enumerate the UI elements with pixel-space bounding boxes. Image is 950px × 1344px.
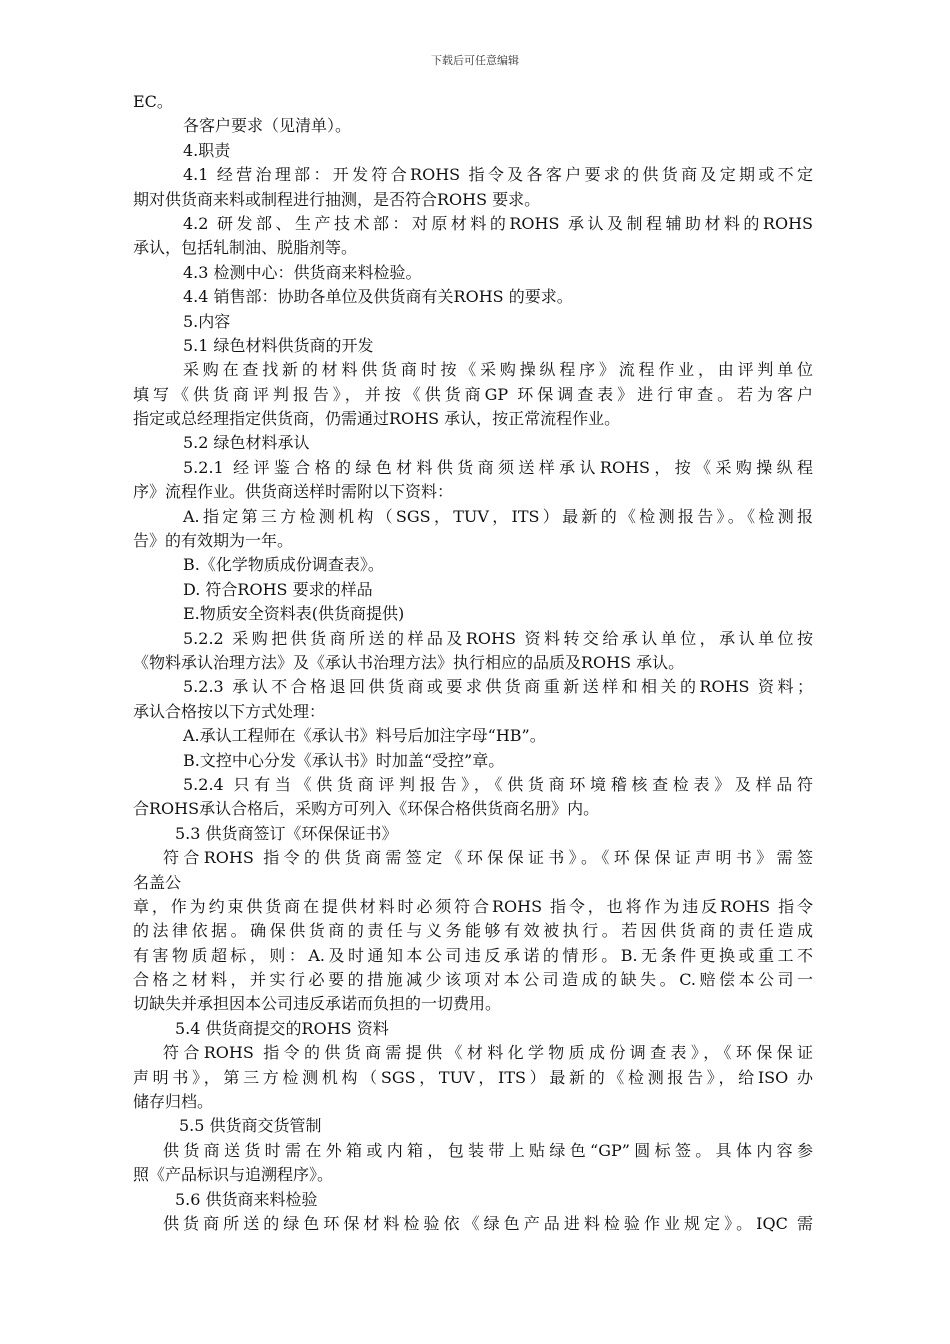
text-line: 声明书》，第三方检测机构（SGS，TUV，ITS）最新的《检测报告》，给ISO 办 xyxy=(133,1067,813,1087)
text-line: 5.2.2 采购把供货商所送的样品及ROHS 资料转交给承认单位，承认单位按 xyxy=(183,628,813,648)
text-line: 合格之材料，并实行必要的措施减少该项对本公司造成的缺失。C.赔偿本公司一 xyxy=(133,970,813,990)
text-line: 承认合格按以下方式处理： xyxy=(133,701,326,721)
text-line: B.《化学物质成份调查表》。 xyxy=(183,555,384,575)
text-line: 采购在查找新的材料供货商时按《采购操纵程序》流程作业，由评判单位 xyxy=(183,360,813,380)
document-body xyxy=(133,90,813,1236)
text-line: 供货商送货时需在外箱或内箱，包装带上贴绿色“GP”圆标签。具体内容参 xyxy=(163,1140,813,1160)
text-line: 5.1 绿色材料供货商的开发 xyxy=(183,335,374,355)
text-line: E.物质安全资料表(供货商提供) xyxy=(183,604,405,624)
text-line: D. 符合ROHS 要求的样品 xyxy=(183,579,373,599)
text-line: 5.5 供货商交货管制 xyxy=(179,1116,322,1136)
text-line: 名盖公 xyxy=(133,872,182,892)
text-line: 供货商所送的绿色环保材料检验依《绿色产品进料检验作业规定》。IQC 需 xyxy=(163,1213,813,1233)
text-line: 《物料承认治理方法》及《承认书治理方法》执行相应的品质及ROHS 承认。 xyxy=(133,652,685,672)
text-line: 5.2 绿色材料承认 xyxy=(183,433,310,453)
page-header: 下载后可任意编辑 xyxy=(431,54,519,67)
text-line: 有害物质超标，则：A.及时通知本公司违反承诺的情形。B.无条件更换或重工不 xyxy=(133,945,813,965)
text-line: EC。 xyxy=(133,92,173,111)
text-line: 5.3 供货商签订《环保保证书》 xyxy=(175,823,398,843)
text-line: 序》流程作业。供货商送样时需附以下资料： xyxy=(133,482,454,502)
text-line: 5.2.1 经评鉴合格的绿色材料供货商须送样承认ROHS，按《采购操纵程 xyxy=(183,457,813,477)
text-line: 的法律依据。确保供货商的责任与义务能够有效被执行。若因供货商的责任造成 xyxy=(133,921,813,941)
text-line: 5.2.3 承认不合格退回供货商或要求供货商重新送样和相关的ROHS 资料； xyxy=(183,677,813,697)
text-line: 4.1 经营治理部：开发符合ROHS 指令及各客户要求的供货商及定期或不定 xyxy=(183,165,813,185)
text-line: B.文控中心分发《承认书》时加盖“受控”章。 xyxy=(183,750,505,770)
text-line: 章，作为约束供货商在提供材料时必须符合ROHS 指令，也将作为违反ROHS 指令 xyxy=(133,896,813,916)
text-line: A.指定第三方检测机构（SGS，TUV，ITS）最新的《检测报告》。《检测报 xyxy=(183,506,813,526)
text-line: 指定或总经理指定供货商，仍需通过ROHS 承认，按正常流程作业。 xyxy=(133,409,621,429)
text-line: 4.3 检测中心：供货商来料检验。 xyxy=(183,262,422,282)
text-line: 5.6 供货商来料检验 xyxy=(175,1189,318,1209)
text-line: 5.内容 xyxy=(183,311,231,331)
text-line: 储存归档。 xyxy=(133,1092,214,1112)
text-line: A.承认工程师在《承认书》料号后加注字母“HB”。 xyxy=(183,726,546,746)
text-line: 5.2.4 只有当《供货商评判报告》，《供货商环境稽核查检表》及样品符 xyxy=(183,774,813,794)
text-line: 各客户要求（见清单）。 xyxy=(183,116,352,136)
text-line: 符合ROHS 指令的供货商需签定《环保保证书》。《环保保证声明书》需签 xyxy=(163,848,813,868)
text-line: 4.职责 xyxy=(183,140,231,160)
text-line: 4.2 研发部、生产技术部：对原材料的ROHS 承认及制程辅助材料的ROHS xyxy=(183,213,813,233)
text-line: 4.4 销售部：协助各单位及供货商有关ROHS 的要求。 xyxy=(183,287,573,307)
text-line: 期对供货商来料或制程进行抽测，是否符合ROHS 要求。 xyxy=(133,189,541,209)
text-line: 照《产品标识与追溯程序》。 xyxy=(133,1165,334,1185)
text-line: 承认，包括轧制油、脱脂剂等。 xyxy=(133,238,358,258)
text-line: 5.4 供货商提交的ROHS 资料 xyxy=(175,1018,389,1038)
text-line: 符合ROHS 指令的供货商需提供《材料化学物质成份调查表》，《环保保证 xyxy=(163,1043,813,1063)
text-line: 告》的有效期为一年。 xyxy=(133,531,294,551)
text-line: 填写《供货商评判报告》，并按《供货商GP 环保调查表》进行审查。若为客户 xyxy=(133,384,813,404)
text-line: 合ROHS承认合格后，采购方可列入《环保合格供货商名册》内。 xyxy=(133,799,600,819)
text-line: 切缺失并承担因本公司违反承诺而负担的一切费用。 xyxy=(133,994,502,1014)
